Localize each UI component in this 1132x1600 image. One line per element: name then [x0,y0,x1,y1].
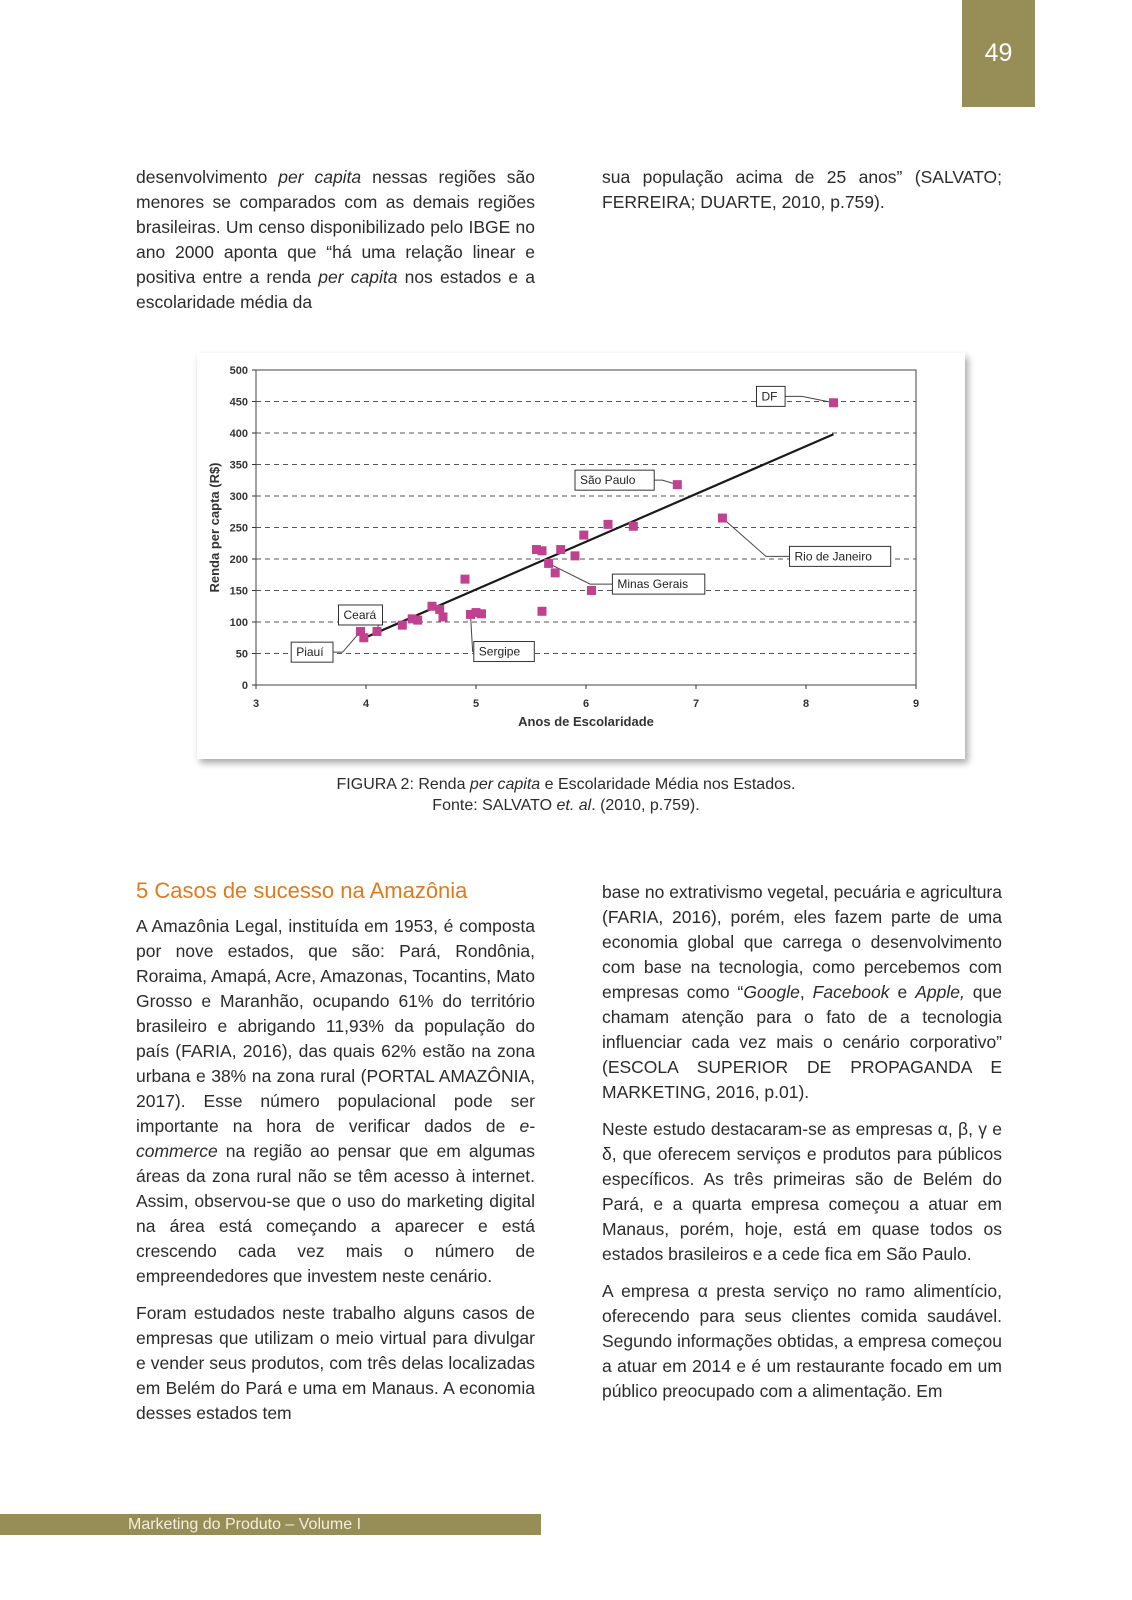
bottom-right-column [602,880,1002,1404]
data-point [673,480,682,489]
data-point [538,607,547,616]
data-point [556,545,565,554]
data-point [544,559,553,568]
page-number: 49 [984,39,1013,67]
text-run: e Escolaridade Média nos Estados. [540,776,796,793]
text-run: desenvolvimento [136,167,279,187]
text-run: que chamam atenção para o fato de a tecnologia influenciar cada vez mais o cenário corporativo” (ESCOLA SUPERIOR DE PROPAGANDA E MARKETING, 2016, p.01). [602,982,1002,1102]
text-run: nessas regiões são menores se comparados com as demais regiões brasileiras. Um censo disponibilizado pelo IBGE no ano 2000 aponta que “há uma relação linear e positiva entre a renda [136,167,535,287]
annotation-label: São Paulo [580,473,636,488]
y-tick-label: 350 [229,459,248,472]
italic-text: per capita [278,167,362,187]
top-right-paragraph: sua população acima de 25 anos” (SALVATO; FERREIRA; DUARTE, 2010, p.759). [602,167,1002,212]
data-point [477,609,486,618]
casos-paragraph: Foram estudados neste trabalho alguns casos de empresas que utilizam o meio virtual para divulgar e vender seus produtos, com três delas localizadas em Belém do Pará e uma em Manaus. A economia desses estados tem [136,1303,535,1423]
x-tick-label: 8 [802,698,810,710]
data-point [538,546,547,555]
empresas-paragraph: Neste estudo destacaram-se as empresas α, β, γ e δ, que oferecem serviços e produtos para públicos específicos. As três primeiras são de Belém do Pará, e a quarta empresa começou a atuar em Manaus, porém, hoje, está em quase todos os estados brasileiros e a cede fica em São Paulo. [602,1119,1002,1264]
data-point [551,568,560,577]
y-tick-label: 400 [229,428,248,440]
data-point [413,616,422,625]
text-run: FIGURA 2: Renda [336,776,470,793]
amazonia-paragraph-tail: na região ao pensar que em algumas áreas da zona rural não se têm acesso à internet. Assim, observou-se que o uso do marketing digital na área está começando a aparecer e está crescendo cada vez mais o número de empreendedores que investem neste cenário. [136,1141,535,1286]
data-point [461,575,470,584]
italic-text: Apple, [915,982,965,1002]
y-tick-label: 500 [229,365,248,377]
data-point [718,514,727,523]
data-point [579,531,588,540]
y-tick-label: 300 [229,491,248,503]
x-tick-label: 5 [472,698,480,710]
amazonia-paragraph [136,914,535,1289]
x-axis-label: Anos de Escolaridade [518,714,654,729]
italic-text: per capita [469,776,541,793]
figure-caption [200,774,932,816]
y-tick-label: 200 [229,554,248,566]
data-point [629,522,638,531]
data-point [829,398,838,407]
page-number-badge [962,0,1035,107]
x-tick-label: 7 [692,698,700,710]
data-point [587,586,596,595]
annotation-connector [722,518,789,556]
footer-title: Marketing do Produto – Volume I [128,1516,362,1533]
italic-text: et. al [556,797,592,814]
data-point [398,621,407,630]
x-tick-label: 3 [252,698,260,710]
annotation-label: Sergipe [478,644,521,659]
italic-text: Google [743,982,800,1002]
y-tick-label: 250 [229,522,248,535]
data-point [571,551,580,560]
annotation-label: DF [761,389,778,404]
annotation-label: Minas Gerais [617,577,689,592]
text-run: , [799,982,813,1002]
data-point [439,612,448,621]
top-left-paragraph [136,165,535,315]
empresa-alfa-paragraph: A empresa α presta serviço no ramo alimentício, oferecendo para seus clientes comida saudável. Segundo informações obtidas, a empresa começou a atuar em 2014 e é um restaurante focado em um público preocupado com a alimentação. Em [602,1281,1002,1401]
y-tick-label: 450 [229,396,248,409]
data-point [373,627,382,636]
figure-2-chart [197,353,965,759]
y-tick-label: 100 [229,617,248,629]
bottom-left-column [136,914,535,1426]
annotation-label: Rio de Janeiro [794,549,872,564]
top-left-column [136,165,535,315]
text-run: e [889,982,916,1002]
data-point [359,633,368,642]
y-tick-label: 150 [229,585,248,598]
text-run: nos estados e a escolaridade média da [136,267,535,312]
economia-paragraph [602,880,1002,1105]
x-tick-label: 9 [912,698,920,710]
amazonia-paragraph-italic: e-commerce [136,1116,535,1161]
annotation-label: Ceará [343,607,377,622]
y-axis-label: Renda per capta (R$) [207,462,222,593]
x-tick-label: 4 [362,698,370,710]
amazonia-paragraph-text: A Amazônia Legal, instituída em 1953, é composta por nove estados, que são: Pará, Rondônia, Roraima, Amapá, Acre, Amazonas, Tocantins, Mato Grosso e Maranhão, ocupando 61% do território brasileiro e abrigando 11,93% da população do país (FARIA, 2016), das quais 62% estão na zona urbana e 38% na zona rural (PORTAL AMAZÔNIA, 2017). Esse número populacional pode ser importante na hora de verificar dados de [136,916,535,1136]
italic-text: Facebook [812,982,890,1002]
y-tick-label: 50 [235,648,248,661]
annotation-label: Piauí [296,645,324,660]
top-right-column [602,165,1002,215]
section-heading: 5 Casos de sucesso na Amazônia [136,878,468,903]
caption-line-1 [200,774,932,795]
scatter-chart [197,353,965,759]
text-run: . (2010, p.759). [591,797,700,814]
data-point [604,520,613,529]
x-tick-label: 6 [582,698,590,710]
caption-line-2 [200,795,932,816]
italic-text: per capita [318,267,398,287]
data-point [428,602,437,611]
y-tick-label: 0 [241,680,248,692]
text-run: base no extrativismo vegetal, pecuária e agricultura (FARIA, 2016), porém, eles fazem parte de uma economia global que carrega o desenvolvimento com base na tecnologia, como percebemos com empresas como “ [602,882,1002,1002]
text-run: Fonte: SALVATO [432,797,557,814]
